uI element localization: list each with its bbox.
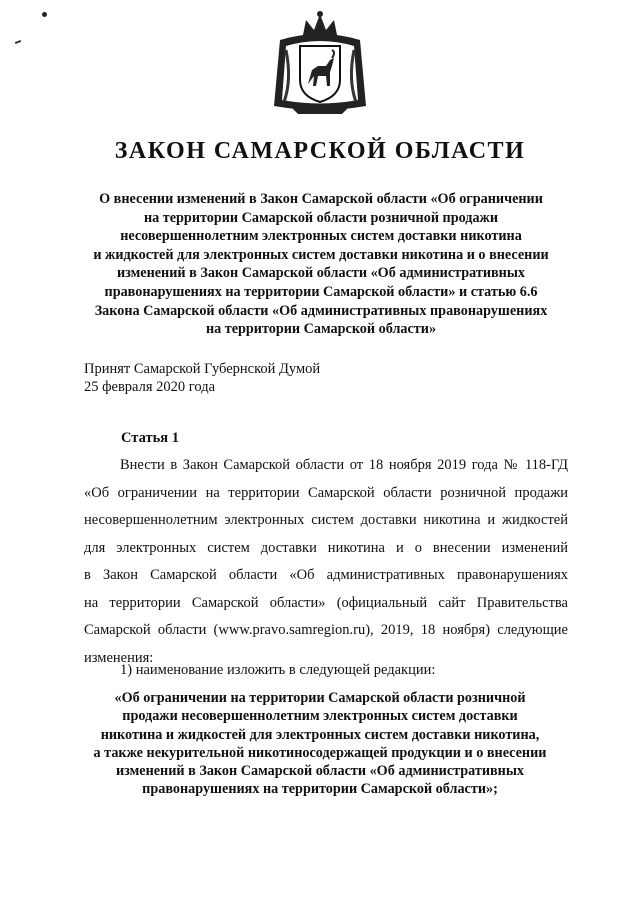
subtitle-line: и жидкостей для электронных систем доставки никотина и о внесении [93, 246, 549, 263]
article-body [84, 452, 568, 672]
subtitle-line: правонарушениях на территории Самарской области» и статью 6.6 [104, 283, 538, 300]
adopted-by: Принят Самарской Губернской Думой [84, 361, 321, 377]
article-line: Внести в Закон Самарской области от 18 ноября 2019 года № 118-ГД [120, 457, 568, 473]
subtitle-line: О внесении изменений в Закон Самарской области «Об ограничении [99, 191, 543, 207]
quote-line: никотина и жидкостей для электронных систем доставки никотина, [100, 726, 540, 743]
article-line: «Об ограничении на территории Самарской области розничной продажи [84, 484, 568, 501]
article-line: изменения: [84, 649, 154, 666]
article-line: в Закон Самарской области «Об административных правонарушениях [84, 567, 568, 583]
article-line: Самарской области (www.pravo.samregion.ru), 2019, 18 ноября) следующие [84, 622, 568, 638]
quote-line: продажи несовершеннолетним электронных систем доставки [122, 708, 518, 725]
quote-line: а также некурительной никотиносодержащей продукции и о внесении [93, 744, 547, 761]
scan-mark-dot [42, 12, 47, 17]
article-line: на территории Самарской области» (официальный сайт Правительства [84, 594, 568, 611]
subtitle-line: на территории Самарской области» [205, 321, 437, 338]
subtitle-line: несовершеннолетним электронных систем доставки никотина [120, 228, 522, 245]
subtitle-line: на территории Самарской области розничной продажи [143, 209, 499, 226]
subtitle-line: изменений в Закон Самарской области «Об административных [116, 265, 526, 282]
law-subtitle [75, 190, 567, 339]
quote-line: правонарушениях на территории Самарской области»; [142, 781, 498, 798]
subtitle-line: Закона Самарской области «Об административных правонарушениях [94, 302, 548, 319]
article-line: несовершеннолетним электронных систем доставки никотина и жидкостей [84, 512, 568, 528]
adoption-date: 25 февраля 2020 года [84, 379, 216, 395]
item-1: 1) наименование изложить в следующей редакции: [120, 662, 436, 678]
article-line: для электронных систем доставки никотина и о внесении изменений [84, 539, 568, 556]
new-title-quote [70, 689, 570, 799]
coat-of-arms-icon [262, 10, 378, 120]
quote-line: «Об ограничении на территории Самарской области розничной [114, 690, 526, 706]
article-heading: Статья 1 [121, 430, 179, 446]
quote-line: изменений в Закон Самарской области «Об административных [115, 763, 525, 780]
adoption-info [84, 360, 320, 396]
scan-mark-dash [15, 40, 21, 44]
document-title: ЗАКОН САМАРСКОЙ ОБЛАСТИ [114, 138, 526, 164]
